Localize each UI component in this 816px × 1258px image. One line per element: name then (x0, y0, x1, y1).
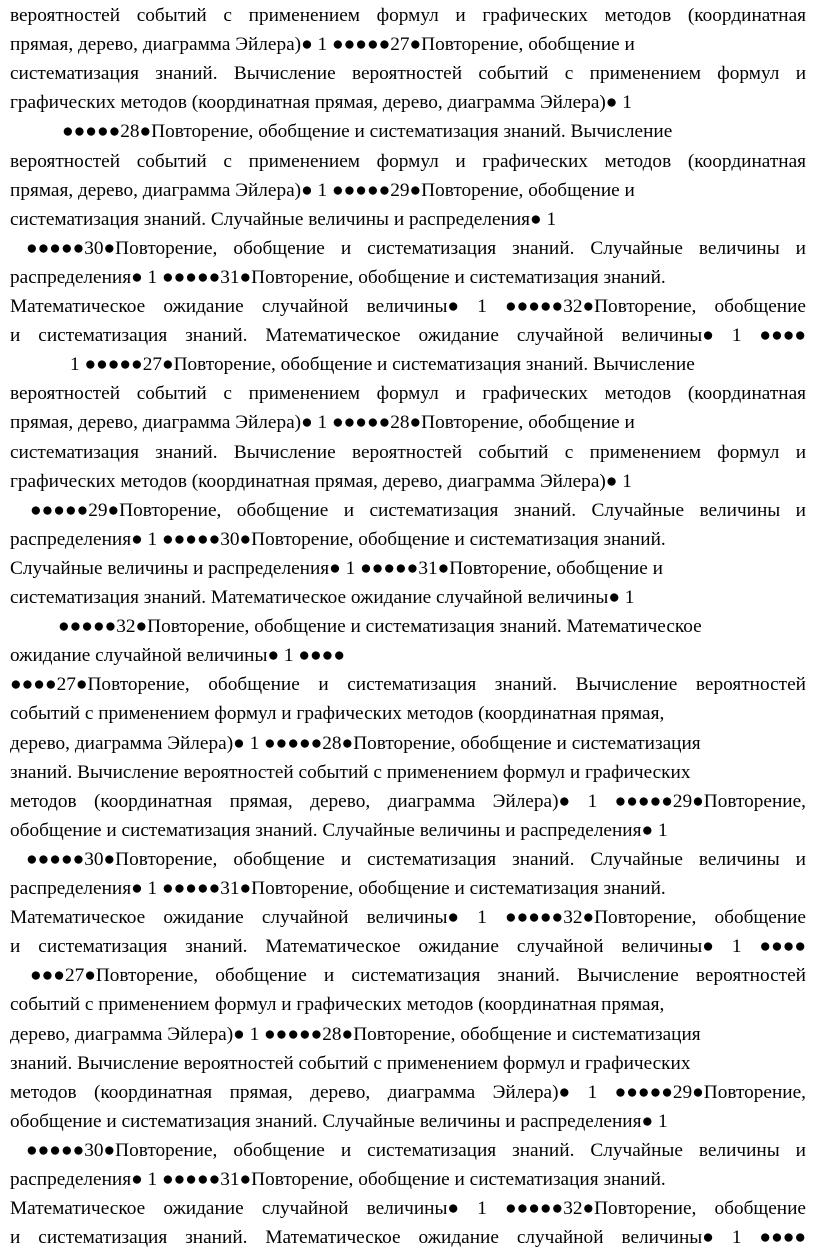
text-line (10, 408, 806, 438)
text-line (10, 1194, 806, 1224)
text-line-content: распределения● 1 ●●●●●31●Повторение, обобщение и систематизация знаний. (10, 878, 666, 899)
text-line-content: графических методов (координатная прямая, дерево, диаграмма Эйлера)● 1 (10, 92, 632, 114)
text-line-content: методов (координатная прямая, дерево, диаграмма Эйлера)● 1 ●●●●●29●Повторение, (10, 790, 806, 812)
text-line (10, 88, 806, 118)
text-line-content: распределения● 1 ●●●●●31●Повторение, обобщение и систематизация знаний. (10, 266, 666, 288)
text-line-content: обобщение и систематизация знаний. Случайные величины и распределения● 1 (10, 819, 668, 841)
text-line (62, 117, 806, 147)
text-line-content: систематизация знаний. Случайные величины и распределения● 1 (10, 208, 557, 230)
text-line (10, 1, 806, 31)
text-line (10, 641, 806, 671)
text-line (10, 147, 806, 177)
text-line (10, 1107, 806, 1137)
text-line-content: графических методов (координатная прямая, дерево, диаграмма Эйлера)● 1 (10, 470, 632, 492)
text-line-content: систематизация знаний. Математическое ожидание случайной величины● 1 (10, 587, 635, 608)
text-line (10, 816, 806, 846)
text-line (10, 59, 806, 89)
text-line (10, 263, 806, 293)
text-line (26, 234, 806, 264)
text-line-content: дерево, диаграмма Эйлера)● 1 ●●●●●28●Повторение, обобщение и систематизация (10, 1023, 701, 1045)
text-line-content: распределения● 1 ●●●●●30●Повторение, обобщение и систематизация знаний. (10, 528, 666, 550)
text-line (10, 554, 806, 584)
text-line-content: знаний. Вычисление вероятностей событий с применением формул и графических (10, 1052, 691, 1074)
text-line (10, 699, 806, 729)
text-line-content: ●●●●●28●Повторение, обобщение и систематизация знаний. Вычисление (62, 121, 673, 143)
text-line-content: Случайные величины и распределения● 1 ●●●●●31●Повторение, обобщение и (10, 557, 663, 579)
text-line (70, 350, 806, 380)
text-line (30, 496, 806, 526)
text-line (26, 1136, 806, 1166)
text-line (10, 205, 806, 235)
text-line (10, 30, 806, 60)
text-line (10, 1049, 806, 1079)
text-line (10, 321, 806, 351)
text-line (58, 612, 806, 642)
text-line (30, 961, 806, 991)
text-line-content: и систематизация знаний. Математическое ожидание случайной величины● 1 ●●●● (10, 325, 806, 347)
text-line (10, 729, 806, 759)
text-line (10, 583, 806, 613)
text-line-content: Математическое ожидание случайной величины● 1 ●●●●●32●Повторение, обобщение (10, 907, 806, 929)
text-line-content: вероятностей событий с применением формул и графических методов (координатная (10, 383, 806, 405)
text-line (10, 438, 806, 468)
text-line (10, 1078, 806, 1108)
text-line (10, 670, 806, 700)
text-line (26, 845, 806, 875)
text-line-content: 1 ●●●●●27●Повторение, обобщение и систематизация знаний. Вычисление (70, 354, 695, 376)
text-line (10, 1020, 806, 1050)
text-line (10, 903, 806, 933)
text-line-content: ●●●●●32●Повторение, обобщение и систематизация знаний. Математическое (58, 616, 702, 638)
text-line (10, 874, 806, 904)
text-line (10, 467, 806, 497)
text-line-content: прямая, дерево, диаграмма Эйлера)● 1 ●●●●●29●Повторение, обобщение и (10, 179, 635, 201)
text-line-content: и систематизация знаний. Математическое ожидание случайной величины● 1 ●●●● (10, 936, 806, 958)
text-line-content: ●●●●27●Повторение, обобщение и систематизация знаний. Вычисление вероятностей (10, 674, 806, 696)
text-line (10, 787, 806, 817)
text-line (10, 176, 806, 206)
text-line (10, 758, 806, 788)
text-line (10, 990, 806, 1020)
text-line-content: методов (координатная прямая, дерево, диаграмма Эйлера)● 1 ●●●●●29●Повторение, (10, 1081, 806, 1103)
text-line-content: вероятностей событий с применением формул и графических методов (координатная (10, 150, 806, 172)
text-line-content: событий с применением формул и графических методов (координатная прямая, (10, 994, 665, 1016)
text-line-content: вероятностей событий с применением формул и графических методов (координатная (10, 5, 806, 26)
text-line-content: прямая, дерево, диаграмма Эйлера)● 1 ●●●●●27●Повторение, обобщение и (10, 34, 635, 56)
text-line-content: знаний. Вычисление вероятностей событий с применением формул и графических (10, 761, 691, 783)
text-line-content: ●●●●●30●Повторение, обобщение и систематизация знаний. Случайные величины и (26, 848, 806, 870)
text-line-content: распределения● 1 ●●●●●31●Повторение, обобщение и систематизация знаний. (10, 1169, 666, 1190)
text-line-content: Математическое ожидание случайной величины● 1 ●●●●●32●Повторение, обобщение (10, 1198, 806, 1220)
text-line (10, 525, 806, 555)
text-line (10, 379, 806, 409)
text-line-content: и систематизация знаний. Математическое ожидание случайной величины● 1 ●●●● (10, 1227, 806, 1249)
text-line-content: ●●●27●Повторение, обобщение и систематизация знаний. Вычисление вероятностей (30, 965, 806, 987)
text-line (10, 932, 806, 962)
text-line-content: обобщение и систематизация знаний. Случайные величины и распределения● 1 (10, 1110, 668, 1132)
text-line-content: систематизация знаний. Вычисление вероятностей событий с применением формул и (10, 63, 806, 85)
text-line-content: ●●●●●29●Повторение, обобщение и систематизация знаний. Случайные величины и (30, 499, 806, 521)
text-line-content: ●●●●●30●Повторение, обобщение и систематизация знаний. Случайные величины и (26, 237, 806, 259)
text-line-content: событий с применением формул и графических методов (координатная прямая, (10, 703, 665, 725)
text-line-content: ожидание случайной величины● 1 ●●●● (10, 645, 345, 667)
text-line (10, 1223, 806, 1253)
text-line-content: Математическое ожидание случайной величины● 1 ●●●●●32●Повторение, обобщение (10, 296, 806, 317)
text-line (10, 292, 806, 322)
text-line-content: ●●●●●30●Повторение, обобщение и систематизация знаний. Случайные величины и (26, 1139, 806, 1161)
text-line-content: систематизация знаний. Вычисление вероятностей событий с применением формул и (10, 441, 806, 463)
text-line-content: прямая, дерево, диаграмма Эйлера)● 1 ●●●●●28●Повторение, обобщение и (10, 412, 635, 434)
text-line (10, 1165, 806, 1195)
text-line-content: дерево, диаграмма Эйлера)● 1 ●●●●●28●Повторение, обобщение и систематизация (10, 732, 701, 754)
